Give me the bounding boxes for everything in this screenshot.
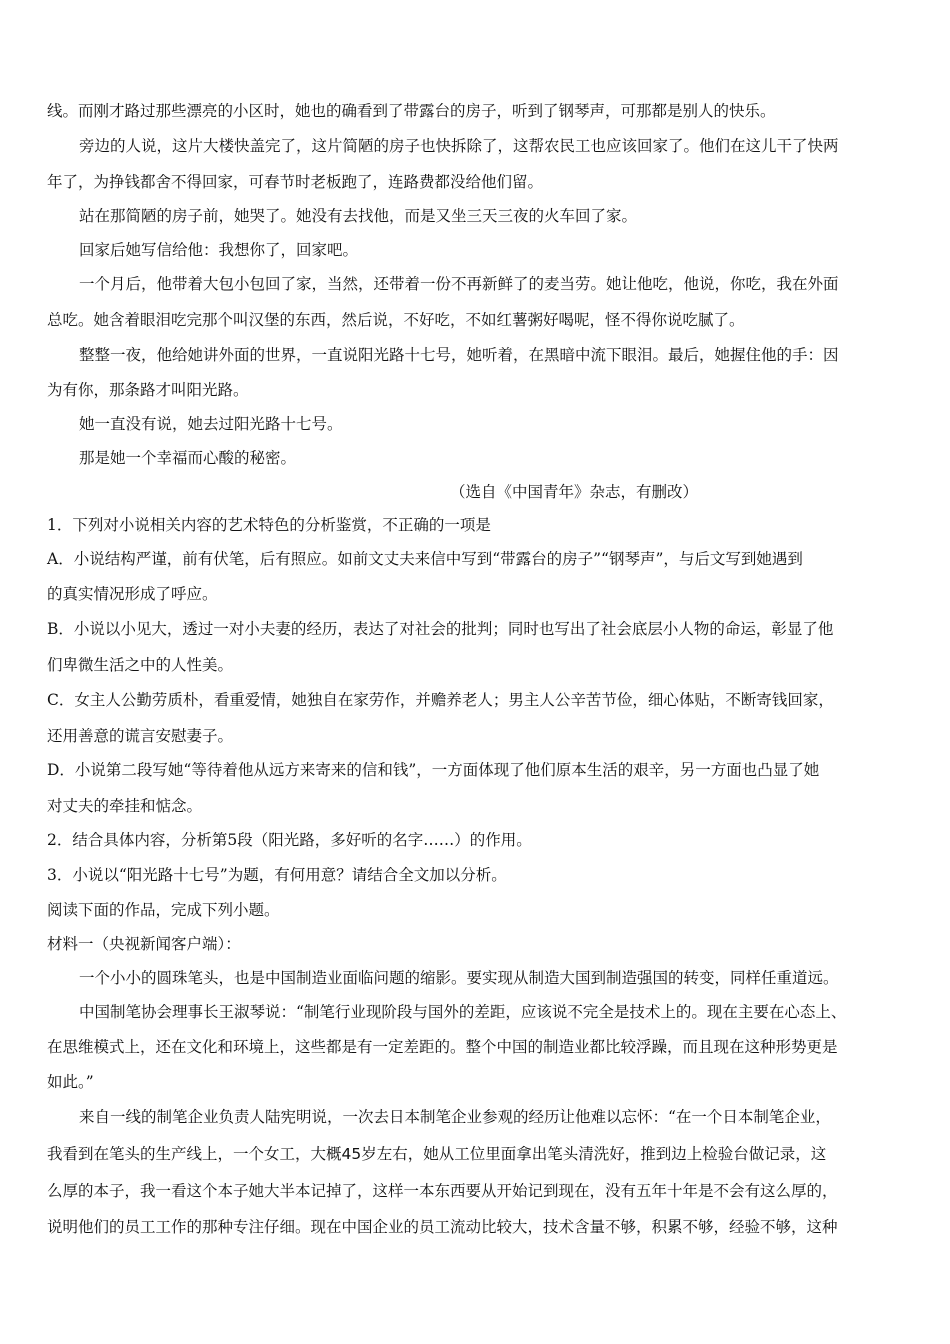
document-page: 线。而刚才路过那些漂亮的小区时，她也的确看到了带露台的房子，听到了钢琴声，可那都是别人的快乐。 旁边的人说，这片大楼快盖完了，这片简陋的房子也快拆除了，这帮农民工也应该回家了。他们在这儿干了快两 年了，为挣钱都舍不得回家，可春节时老板跑了，连路费都没给他们留。 站在那简陋的房子前，她哭了。她没有去找他，而是又坐三天三夜的火车回了家。 回家后她写信给他：我想你了，回家吧。 一个月后，他带着大包小包回了家，当然，还带着一份不再新鲜了的麦当劳。她让他吃，他说，你吃，我在外面 总吃。她含着眼泪吃完那个叫汉堡的东西，然后说，不好吃，不如红薯粥好喝呢，怪不得你说吃腻了。 整整一夜，他给她讲外面的世界，一直说阳光路十七号，她听着，在黑暗中流下眼泪。最后，她握住他的手：因 为有你，那条路才叫阳光路。 她一直没有说，她去过阳光路十七号。 那是她一个幸福而心酸的秘密。 （选自《中国青年》杂志，有删改） 1．下列对小说相关内容的艺术特色的分析鉴赏，不正确的一项是 A．小说结构严谨，前有伏笔，后有照应。如前文丈夫来信中写到“带露台的房子”“钢琴声”，与后文写到她遇到 的真实情况形成了呼应。 B．小说以小见大，透过一对小夫妻的经历，表达了对社会的批判；同时也写出了社会底层小人物的命运，彰显了他 们卑微生活之中的人性美。 C．女主人公勤劳质朴，看重爱情，她独自在家劳作，并赡养老人；男主人公辛苦节俭，细心体贴，不断寄钱回家， 还用善意的谎言安慰妻子。 D．小说第二段写她“等待着他从远方来寄来的信和钱”，一方面体现了他们原本生活的艰辛，另一方面也凸显了她 对丈夫的牵挂和惦念。 2．结合具体内容，分析第5段（阳光路，多好听的名字……）的作用。 3．小说以“阳光路十七号”为题，有何用意？请结合全文加以分析。 阅读下面的作品，完成下列小题。 材料一（央视新闻客户端）： 一个小小的圆珠笔头，也是中国制造业面临问题的缩影。要实现从制造大国到制造强国的转变，同样任重道远。 中国制笔协会理事长王淑琴说：“制笔行业现阶段与国外的差距，应该说不完全是技术上的。现在主要在心态上、 在思维模式上，还在文化和环境上，这些都是有一定差距的。整个中国的制造业都比较浮躁，而且现在这种形势更是 如此。” 来自一线的制笔企业负责人陆宪明说，一次去日本制笔企业参观的经历让他难以忘怀：“在一个日本制笔企业， 我看到在笔头的生产线上，一个女工，大概45岁左右，她从工位里面拿出笔头清洗好，推到边上检验台做记录，这 么厚的本子，我一看这个本子她大半本记掉了，这样一本东西要从开始记到现在，没有五年十年是不会有这么厚的， 说明他们的员工工作的那种专注仔细。现在中国企业的员工流动比较大，技术含量不够，积累不够，经验不够，这种 bbox=[47, 102, 847, 1236]
